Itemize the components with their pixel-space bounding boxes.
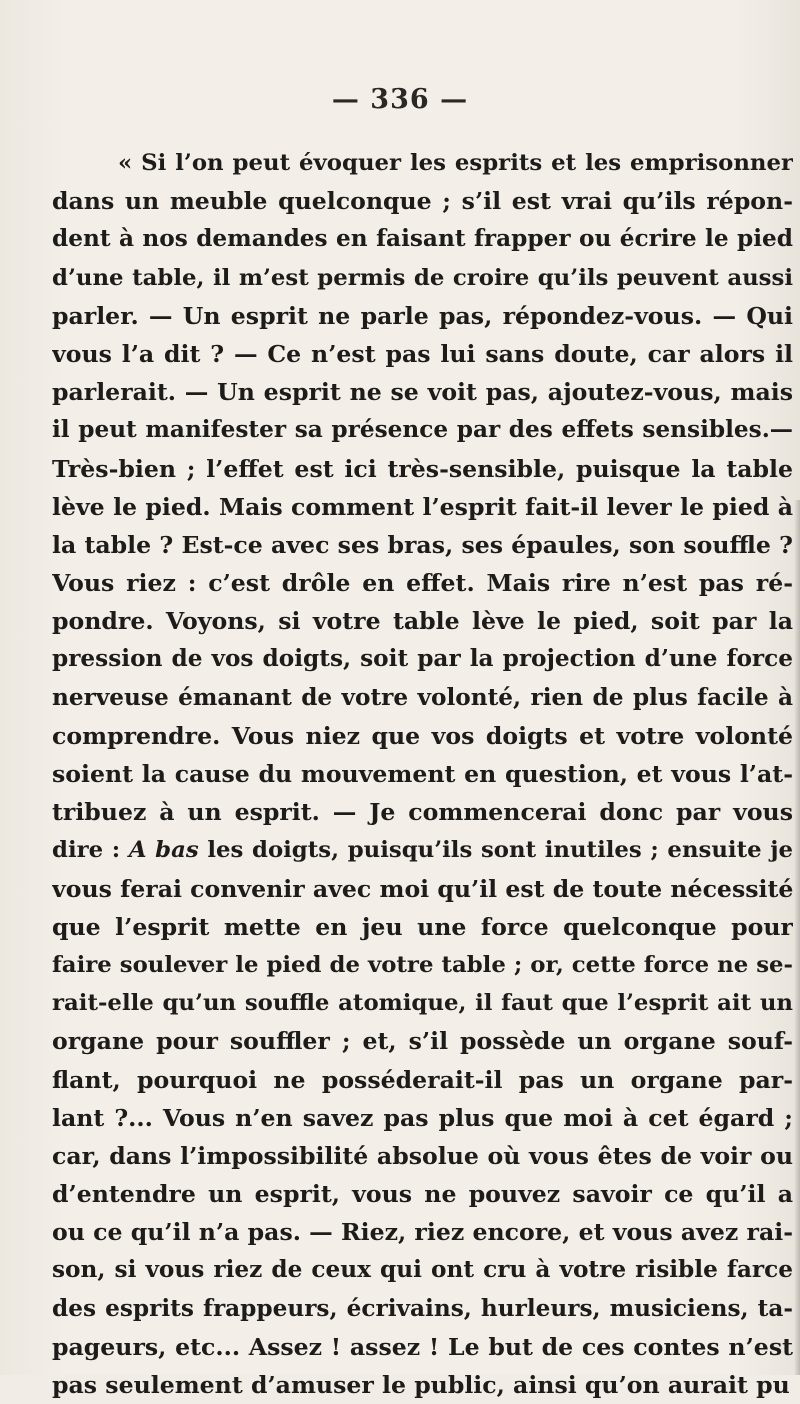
text-line: Très-bien ; l’effet est ici très-sensible, puisque la table bbox=[52, 454, 793, 483]
text-line: soient la cause du mouvement en question, et vous l’at- bbox=[52, 760, 793, 788]
text-line: nerveuse émanant de votre volonté, rien de plus facile à bbox=[52, 683, 793, 711]
text-line: flant, pourquoi ne posséderait-il pas un organe par- bbox=[52, 1065, 793, 1094]
text-line: tribuez à un esprit. — Je commencerai donc par vous bbox=[52, 798, 793, 827]
italic-phrase: A bas bbox=[128, 837, 199, 864]
text-line: lève le pied. Mais comment l’esprit fait-il lever le pied à bbox=[52, 492, 793, 521]
text-line: pas seulement d’amuser le public, ainsi qu’on aurait pu bbox=[52, 1371, 790, 1399]
text-line: car, dans l’impossibilité absolue où vous êtes de voir ou bbox=[52, 1141, 793, 1170]
text-line: parler. — Un esprit ne parle pas, répondez-vous. — Qui bbox=[52, 301, 793, 330]
body-text bbox=[52, 144, 793, 1404]
text-line: d’une table, il m’est permis de croire qu’ils peuvent aussi bbox=[52, 264, 793, 291]
text-line: ou ce qu’il n’a pas. — Riez, riez encore, et vous avez rai- bbox=[52, 1218, 793, 1247]
text-line: comprendre. Vous niez que vos doigts et votre volonté bbox=[52, 721, 793, 750]
text-line: parlerait. — Un esprit ne se voit pas, ajoutez-vous, mais bbox=[52, 378, 793, 407]
text-line: « Si l’on peut évoquer les esprits et les emprisonner bbox=[118, 150, 793, 176]
text-line: dent à nos demandes en faisant frapper ou écrire le pied bbox=[52, 225, 793, 253]
text-line: dire : A bas les doigts, puisqu’ils sont inutiles ; ensuite je bbox=[52, 837, 793, 864]
text-line: des esprits frappeurs, écrivains, hurleurs, musiciens, ta- bbox=[52, 1294, 793, 1322]
text-line: d’entendre un esprit, vous ne pouvez savoir ce qu’il a bbox=[52, 1180, 793, 1209]
text-line: organe pour souffler ; et, s’il possède un organe souf- bbox=[52, 1027, 793, 1056]
text-line: pageurs, etc... Assez ! assez ! Le but de ces contes n’est bbox=[52, 1332, 793, 1361]
text-line: rait-elle qu’un souffle atomique, il faut que l’esprit ait un bbox=[52, 990, 793, 1017]
text-line: lant ?... Vous n’en savez pas plus que moi à cet égard ; bbox=[52, 1103, 793, 1132]
text-line: dans un meuble quelconque ; s’il est vrai qu’ils répon- bbox=[52, 187, 793, 216]
text-line: la table ? Est-ce avec ses bras, ses épaules, son souffle ? bbox=[52, 530, 793, 559]
text-line: pondre. Voyons, si votre table lève le pied, soit par la bbox=[52, 607, 793, 636]
text-line: pression de vos doigts, soit par la projection d’une force bbox=[52, 645, 793, 673]
text-line: vous l’a dit ? — Ce n’est pas lui sans doute, car alors il bbox=[52, 339, 793, 368]
text-line: faire soulever le pied de votre table ; or, cette force ne se- bbox=[52, 951, 793, 978]
text-line: son, si vous riez de ceux qui ont cru à votre risible farce bbox=[52, 1256, 793, 1284]
text-line: il peut manifester sa présence par des effets sensibles.— bbox=[52, 416, 793, 444]
page-edge-shadow bbox=[794, 500, 800, 1375]
text-line: vous ferai convenir avec moi qu’il est de toute nécessité bbox=[52, 874, 793, 903]
text-line: que l’esprit mette en jeu une force quelconque pour bbox=[52, 912, 793, 941]
text-line: Vous riez : c’est drôle en effet. Mais rire n’est pas ré- bbox=[52, 569, 793, 598]
page-number: — 336 — bbox=[331, 84, 469, 115]
